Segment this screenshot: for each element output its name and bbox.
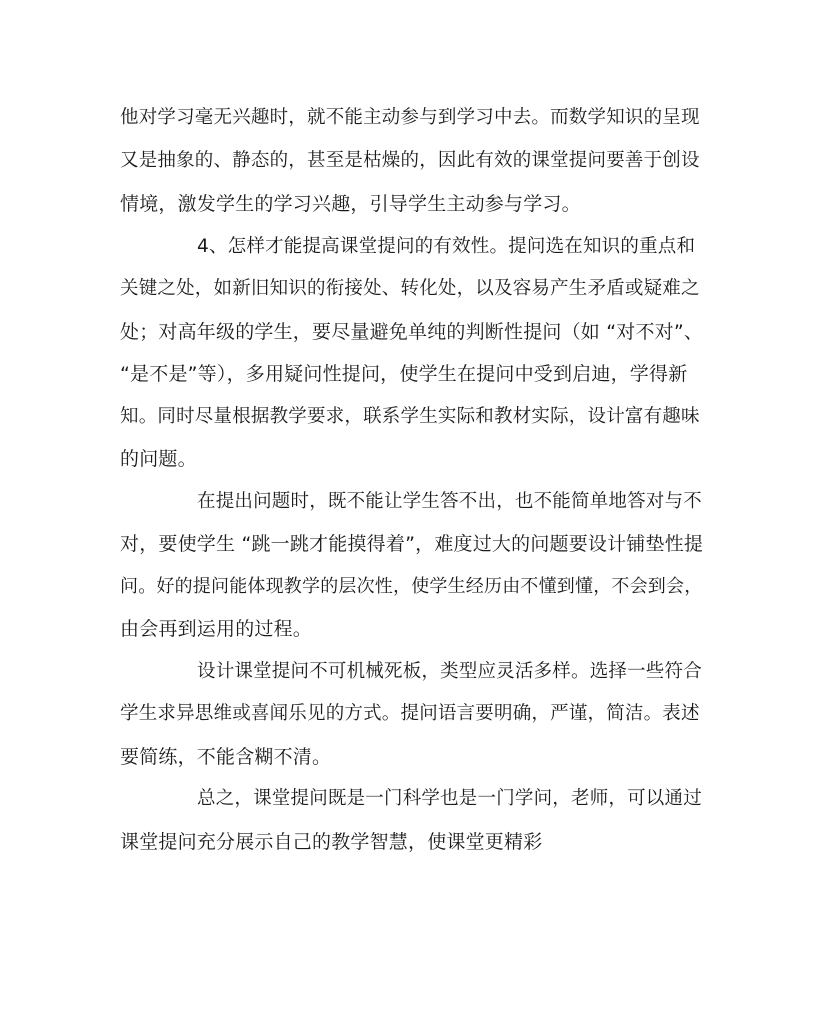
text-line: “是不是”等），多用疑问性提问，使学生在提问中受到启迪，学得新: [120, 363, 688, 385]
text-line: 他对学习毫无兴趣时，就不能主动参与到学习中去。而数学知识的呈现: [120, 107, 700, 128]
text-line: 问。好的提问能体现教学的层次性，使学生经历由不懂到懂，不会到会，: [120, 576, 703, 597]
text-line: 由会再到运用的过程。: [120, 618, 313, 640]
text-line: 情境，激发学生的学习兴趣，引导学生主动参与学习。: [120, 193, 581, 215]
paragraph-first-line: 设计课堂提问不可机械死板，类型应灵活多样。选择一些符合: [197, 661, 702, 682]
text-line: 知。同时尽量根据教学要求，联系学生实际和教材实际，设计富有趣味: [120, 406, 700, 427]
text-line: 关键之处，如新旧知识的衔接处、转化处，以及容易产生矛盾或疑难之: [120, 278, 700, 299]
paragraph-first-line: 总之，课堂提问既是一门科学也是一门学问，老师，可以通过: [197, 788, 702, 809]
text-line: 又是抽象的、静态的，甚至是枯燥的，因此有效的课堂提问要善于创设: [120, 150, 700, 171]
text-line: 处；对高年级的学生，要尽量避免单纯的判断性提问（如 “对不对”、: [120, 321, 704, 343]
paragraph-first-line: 在提出问题时，既不能让学生答不出，也不能简单地答对与不: [197, 491, 702, 512]
text-line: 的问题。: [120, 448, 197, 470]
paragraph-first-line: 4、怎样才能提高课堂提问的有效性。提问选在知识的重点和: [197, 236, 696, 257]
text-line: 课堂提问充分展示自己的教学智慧，使课堂更精彩: [120, 831, 543, 853]
text-line: 学生求异思维或喜闻乐见的方式。提问语言要明确，严谨，简洁。表述: [120, 703, 700, 724]
text-line: 要简练，不能含糊不清。: [120, 746, 332, 768]
text-line: 对，要使学生 “跳一跳才能摸得着”，难度过大的问题要设计铺垫性提: [120, 533, 704, 555]
